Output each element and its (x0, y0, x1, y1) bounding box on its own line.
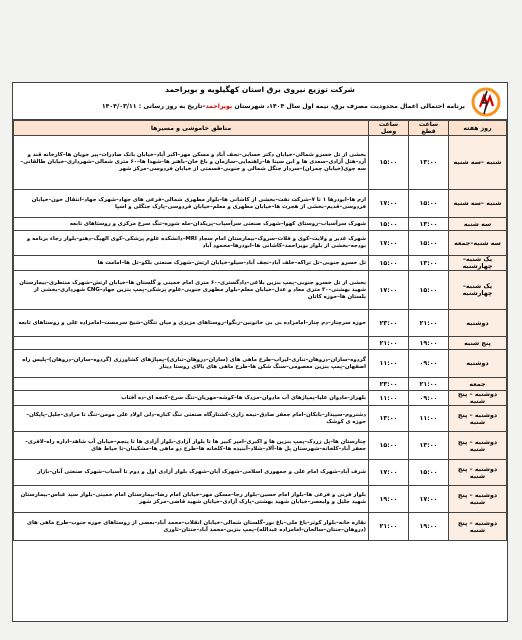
on-time-cell: ۲۳:۰۰ (369, 378, 409, 391)
day-cell: دوشنبه – پنج شنبه (449, 406, 507, 432)
area-cell: نقاره خانه–بلوار کوثر–باغ ملی–باغ نور–گلستان شمالی–خیابان انقلاب–محمد آباد–بعضی از روستاهای حوزه جنوب–طرح ماهی های (دروهان–جنتان–سالحان–امامزاده عبدالله)–پمپ بنزین–محمد آباد–جنتان–تاوری (14, 513, 369, 541)
day-cell: دوشنبه – پنج شنبه (449, 513, 507, 541)
column-header: ساعت وصل (369, 121, 409, 136)
area-cell (14, 378, 369, 391)
on-time-cell: ۱۷:۰۰ (369, 271, 409, 310)
update-date: –تاریخ به روز رسانی : ۱۴۰۴/۰۳/۱۱ (101, 103, 206, 110)
table-row (14, 432, 507, 460)
off-time-cell: ۱۵:۰۰ (409, 460, 449, 486)
on-time-cell: ۱۹:۰۰ (369, 486, 409, 513)
day-cell: پنج شنبه (449, 337, 507, 350)
table-row (14, 231, 507, 256)
area-cell: شهرک غدیر و ولایت–کوی و قلات–سروک–بیمارستان امام سجاد MRI–دانشکده علوم پزشکی–کوی الهیگ–دهنو–بلوار رجاء برنامه و بودجه–بخشی از بلوار بویراحمد–کاشانی ها–ابوذرها–محمود آباد (14, 231, 369, 256)
area-cell: بخشی از تل خسرو جنوبی–پمپ بنزین بلاغی–دادگستری–۶۰ متری امام خمینی و گلستان ها–خیابان ارتش–شهرک منتظری–بیمارستان شهید بهشتی–۳۰ متری معاد و عدل–خیابان معلم–بلوار مطهری جنوبی–علوم پزشکی–پمپ بنزین جهاد–CNG شهرداری–بخشی از بلستان ها–حوزه کاتان (14, 271, 369, 310)
on-time-cell: ۱۷:۰۰ (369, 231, 409, 256)
day-cell: جمعه (449, 378, 507, 391)
table-row (14, 256, 507, 271)
table-header-row (14, 121, 507, 136)
table-row (14, 406, 507, 432)
area-cell: بلوار فرنی و فرعی ها–بلوار امام حسین–بلوار رجا–مسکن مهر–خیابان امام رضا–بیمارستان امام خمینی–بلوار سید عباس–بیمارستان شهید جلیل و ولیعصر–خیابان شهید بهشتی–پارک آزادی–خیابان شهید قاضی–مرکز شهر (14, 486, 369, 513)
day-cell: دوشنبه – پنج شنبه (449, 391, 507, 406)
off-time-cell: ۱۵:۰۰ (409, 190, 449, 218)
outage-schedule-table (13, 120, 507, 541)
off-time-cell: ۱۹:۰۰ (409, 513, 449, 541)
off-time-cell: ۱۳:۰۰ (409, 218, 449, 231)
column-header: ساعت قطع (409, 121, 449, 136)
table-row (14, 337, 507, 350)
off-time-cell: ۱۷:۰۰ (409, 486, 449, 513)
table-row (14, 310, 507, 337)
off-time-cell: ۲۱:۰۰ (409, 310, 449, 337)
on-time-cell: ۱۵:۰۰ (369, 136, 409, 190)
day-cell: سه شنبه–جمعه (449, 231, 507, 256)
company-title: شرکت توزیع نیروی برق استان کهگیلویه و بویراحمد (165, 85, 355, 94)
area-cell (14, 337, 369, 350)
table-row (14, 513, 507, 541)
off-time-cell: ۱۳:۰۰ (409, 256, 449, 271)
on-time-cell: ۱۱:۰۰ (369, 391, 409, 406)
off-time-cell: ۱۹:۰۰ (409, 337, 449, 350)
document-subtitle (19, 103, 465, 110)
schedule-sheet (12, 82, 508, 622)
off-time-cell: ۱۳:۰۰ (409, 136, 449, 190)
on-time-cell: ۲۱:۰۰ (369, 337, 409, 350)
column-header: مناطق خاموشی و مسیرها (14, 121, 369, 136)
area-cell: بخشی از تل خسرو شمالی–خیابان دکتر حسابی–نجف آباد و مسکن مهر–اکبر آباد–خیابان بانک صادرات–پیر جویان ها–کارخانه قند و آرد–هتل آزادی–سعدی ها و ابن سینا ها–راهنمایی–سازمان و باغ خان–باهنر ها–شهدا ها–۶۰ متری شمالی–شهرداری–خیابان طالقانی–سه جوی(خیابان چمران)–سردار جنگل شمالی و جنوبی–قسمتی از خیابان فردوسی–مرکز شهر (14, 136, 369, 190)
table-row (14, 486, 507, 513)
on-time-cell: ۱۱:۰۰ (369, 350, 409, 378)
on-time-cell: ۱۵:۰۰ (369, 432, 409, 460)
table-row (14, 391, 507, 406)
day-cell: شنبه –سه شنبه (449, 136, 507, 190)
area-cell: بلهزار–مادوان علیا–پمپاژهای آب مادوان–مزدک ها–کوشه–مهریان–تنگ سرخ–کنجه ای–ده آفتاب (14, 391, 369, 406)
document-header (13, 83, 507, 120)
table-row (14, 190, 507, 218)
table-row (14, 350, 507, 378)
on-time-cell: ۱۷:۰۰ (369, 460, 409, 486)
on-time-cell: ۱۵:۰۰ (369, 256, 409, 271)
on-time-cell: ۲۳:۰۰ (369, 310, 409, 337)
day-cell: دوشنبه (449, 350, 507, 378)
table-row (14, 218, 507, 231)
table-row (14, 378, 507, 391)
area-cell: شهرک سرآسیاب–روستای کهوا–شهرک صنعتی سرآسیاب–پریکدان–مله شوره–تنگ سرخ مرکزی و روستاهای تابعه (14, 218, 369, 231)
off-time-cell: ۲۱:۰۰ (409, 378, 449, 391)
area-cell: دشتروم–سپیدار–بابکان–امام جعفر صادق–نیمه زاری–کشتارگاه صنعتی تنگ کناره–دلی اولاد علی مومن–تنگ تا مرادی–جلیل–پاپکان–حوزه ی کوشک (14, 406, 369, 432)
area-cell: گردوه–ساران–دروهان–تناری–لیراب–طرح ماهی های (ساران–دروهان–تناری)–پمپاژهای کشاورزی (گردوه–ساران–دروهان)–پلیس راه اصفهان–پمپ بنزین معصومی–سنگ شکن ها–طرح ماهی های بالای روستا دینار (14, 350, 369, 378)
area-cell: چنارستان ها–پل زردک–پمپ بنزین ها و اکبری–امیر کبیر ها تا بلوار آزادی–بلوار آزادی ها تا پنجم–خیابان آب شاهد–اداره راه–لافری–جعفر آباد–کلخانه–شهرستان پل ها–آلاد–شلاد–آبنیده ها–کلخانه ها–طرح دو ماهی ها–مشکینان–تا حیاط های (14, 432, 369, 460)
off-time-cell: ۱۳:۰۰ (409, 432, 449, 460)
day-cell: دوشنبه – پنج شنبه (449, 460, 507, 486)
table-row (14, 271, 507, 310)
on-time-cell: ۲۱:۰۰ (369, 513, 409, 541)
subtitle-prefix: برنامه احتمالی اعمال محدودیت مصرف برق، نیمه اول سال ۱۴۰۴، شهرستان (232, 103, 465, 110)
on-time-cell: ۱۷:۰۰ (369, 190, 409, 218)
area-cell: ارم ها–ابوذرها ۱ تا ۷–شرکت نفت–بخشی از کاشانی ها–بلوار مطهری شمالی–فرعی های جهاد–شهرک جهاد–انتقال خون–خیابان فردوسی–قدیم–بخشی از هجرت ها–خیابان مطهری و معلم–خیابان فردوسی–پارک جنگلی و اسپا (14, 190, 369, 218)
area-cell: حوزه سرچنار–دم چنار–امامزاده بی بی خاتونین–زنگوا–روستاهای مزیزی و میان تنگان–شیخ سرمست–امامزاده علی و روستاهای تابعه (14, 310, 369, 337)
table-row (14, 136, 507, 190)
on-time-cell: ۱۳:۰۰ (369, 406, 409, 432)
off-time-cell: ۰۹:۰۰ (409, 391, 449, 406)
day-cell: دوشنبه – پنج شنبه (449, 432, 507, 460)
day-cell: دوشنبه (449, 310, 507, 337)
off-time-cell: ۱۱:۰۰ (409, 406, 449, 432)
day-cell: دوشنبه – پنج شنبه (449, 486, 507, 513)
city-name: بویراحمد (205, 103, 233, 110)
day-cell: یک شنبه–چهارشنبه (449, 256, 507, 271)
day-cell: سه شنبه (449, 218, 507, 231)
day-cell: یک شنبه–چهارشنبه (449, 271, 507, 310)
off-time-cell: ۱۵:۰۰ (409, 271, 449, 310)
column-header: روز هفته (449, 121, 507, 136)
off-time-cell: ۰۹:۰۰ (409, 350, 449, 378)
day-cell: شنبه –سه شنبه (449, 190, 507, 218)
area-cell: شرف آباد–شهرک امام علی و جمهوری اسلامی–شهرک آبان–شهرک بلوار آزادی اول و دوم تا آسیاب–شهرک صنعتی آبان–بازار (14, 460, 369, 486)
table-row (14, 460, 507, 486)
off-time-cell: ۱۵:۰۰ (409, 231, 449, 256)
on-time-cell: ۱۵:۰۰ (369, 218, 409, 231)
area-cell: تل خسرو جنوبی–تل تراکه–خلف آباد–نجف آباد–سیلو–خیابان ارتش–شهرک صنعتی بلکو–تل ها–امامت ها (14, 256, 369, 271)
